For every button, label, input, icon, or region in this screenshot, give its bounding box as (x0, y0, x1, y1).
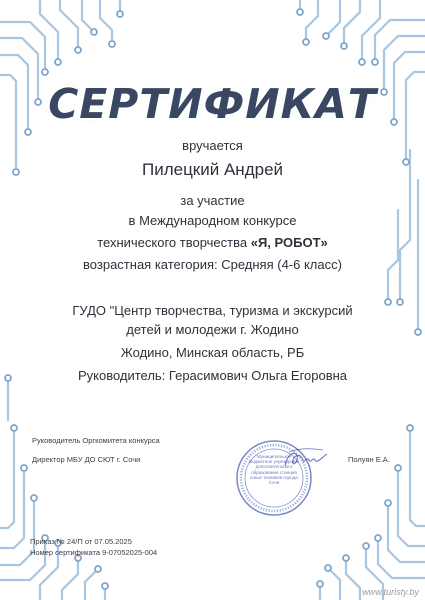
signature (281, 446, 331, 476)
recipient-name: Пилецкий Андрей (141, 160, 284, 179)
contest-prefix: технического творчества (97, 235, 248, 250)
contest-name: «Я, РОБОТ» (250, 235, 328, 250)
contest-title-line (0, 235, 425, 250)
awarded-text: вручается (182, 138, 243, 153)
director-line: Директор МБУ ДО СЮТ г. Сочи (32, 455, 141, 464)
certificate-number: Номер сертификата 9-07052025-004 (30, 548, 158, 557)
location: Жодино, Минская область, РБ (120, 345, 305, 360)
age-category: возрастная категория: Средняя (4-6 класс) (83, 257, 342, 272)
stamp-text: Муниципальное бюджетное учреждение дополнительного образования станция юных техников города Сочи (248, 454, 300, 486)
institution-line-2: детей и молодежи г. Жодино (126, 322, 299, 337)
order-number: Приказ № 24/П от 07.05.2025 (30, 537, 132, 546)
org-head-title: Руководитель Оргкомитета конкурса (32, 436, 160, 445)
participation-text: за участие (180, 193, 245, 208)
contest-line: в Международном конкурсе (128, 213, 297, 228)
certificate-title (0, 80, 425, 128)
watermark: www.turisty.by (362, 587, 419, 597)
institution-line-1: ГУДО "Центр творчества, туризма и экскурсий (72, 303, 353, 318)
director-name: Полуян Е.А. (348, 455, 390, 464)
title-text: СЕРТИФИКАТ (48, 80, 377, 128)
supervisor: Руководитель: Герасимович Ольга Егоровна (77, 368, 348, 383)
